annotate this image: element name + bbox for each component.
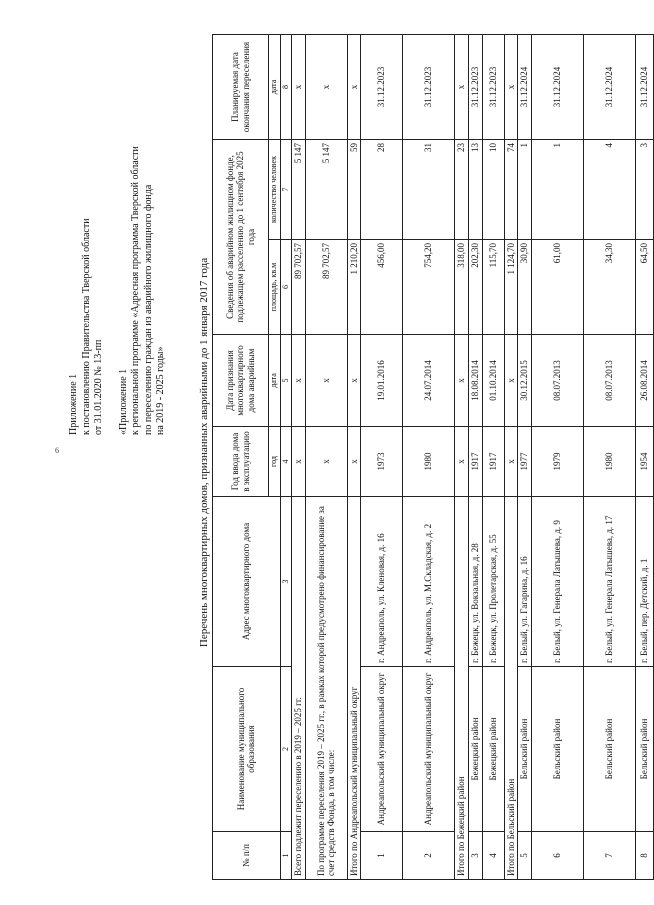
row-date: 24.07.2014 [403, 335, 455, 427]
header-line: Приложение 1 [68, 373, 79, 435]
group-people: 74 [504, 139, 518, 239]
subheader-date: дата [269, 335, 281, 427]
table-row [518, 34, 532, 879]
index-row [280, 34, 292, 879]
page-number: 6 [55, 446, 59, 455]
total-row [292, 34, 306, 879]
row-date: 19.01.2016 [361, 335, 403, 427]
row-municipality: Бежецкий район [468, 667, 482, 832]
row-num: 5 [518, 832, 532, 880]
total-year: x [292, 427, 306, 497]
header-line: по переселению граждан из аварийного жилищного фонда [142, 184, 154, 435]
index-cell: 6 [280, 240, 292, 335]
header-date-emergency: Дата признания многоквартирного дома аварийным [213, 335, 269, 427]
group-total-row [504, 34, 518, 879]
row-year: 1917 [482, 427, 504, 497]
row-year: 1980 [584, 427, 636, 497]
table-row [361, 34, 403, 879]
group-total-row [455, 34, 469, 879]
row-year: 1979 [532, 427, 584, 497]
group-area: 318,00 [455, 240, 469, 335]
row-num: 8 [636, 832, 654, 880]
row-year: 1954 [636, 427, 654, 497]
index-cell: 2 [280, 667, 292, 832]
total-date: x [292, 335, 306, 427]
row-year: 1917 [468, 427, 482, 497]
group-year: x [504, 427, 518, 497]
group-year: x [347, 427, 361, 497]
row-num: 4 [482, 832, 504, 880]
row-address: г. Андреаполь, ул. М.Складская, д. 2 [403, 497, 455, 667]
row-end: 31.12.2024 [518, 34, 532, 139]
row-address: г. Бежецк, ул. Пролетарская, д. 55 [482, 497, 504, 667]
program-date: x [305, 335, 347, 427]
header-line: от 31.01.2020 № 13-пп [93, 339, 104, 435]
row-municipality: Бельский район [518, 667, 532, 832]
row-people: 10 [482, 139, 504, 239]
row-area: 30,90 [518, 240, 532, 335]
program-year: x [305, 427, 347, 497]
row-end: 31.12.2023 [482, 34, 504, 139]
subheader-date: дата [269, 34, 281, 139]
total-end: x [292, 34, 306, 139]
index-cell: 8 [280, 34, 292, 139]
row-area: 754,20 [403, 240, 455, 335]
group-title: Итого по Бельский район [504, 497, 518, 880]
row-address: г. Белый, ул. Гагарина, д. 16 [518, 497, 532, 667]
program-people: 5 147 [305, 139, 347, 239]
row-people: 1 [532, 139, 584, 239]
row-area: 34,30 [584, 240, 636, 335]
row-address: г. Белый, ул. Генерала Латышева, д. 17 [584, 497, 636, 667]
table-row [403, 34, 455, 879]
index-cell: 7 [280, 139, 292, 239]
index-cell: 5 [280, 335, 292, 427]
group-end: x [347, 34, 361, 139]
row-date: 18.08.2014 [468, 335, 482, 427]
total-area: 89 702,57 [292, 240, 306, 335]
row-address: г. Белый, пер. Детский, д. 1 [636, 497, 654, 667]
group-people: 59 [347, 139, 361, 239]
total-people: 5 147 [292, 139, 306, 239]
row-year: 1973 [361, 427, 403, 497]
total-label: Всего подлежит переселению в 2019 – 2025 гг. [292, 497, 306, 880]
row-people: 3 [636, 139, 654, 239]
header-line: на 2019 - 2025 годы» [155, 346, 166, 435]
program-area: 89 702,57 [305, 240, 347, 335]
program-label: По программе переселения 2019 – 2025 гг., в рамках которой предусмотрено финансирование за счет средств Фонда, в том числе: [305, 497, 347, 880]
group-date: x [347, 335, 361, 427]
row-area: 456,00 [361, 240, 403, 335]
index-cell: 4 [280, 427, 292, 497]
index-cell: 1 [280, 832, 292, 880]
row-municipality: Андреапольский муниципальный округ [403, 667, 455, 832]
document-title: Перечень многоквартирных домов, признанных аварийными до 1 января 2017 года [198, 257, 210, 648]
row-num: 2 [403, 832, 455, 880]
row-date: 26.08.2014 [636, 335, 654, 427]
table-row [584, 34, 636, 879]
header-year-built: Год ввода дома в эксплуатацию [213, 427, 269, 497]
row-end: 31.12.2024 [636, 34, 654, 139]
header-num: № п/п [213, 832, 281, 880]
houses-table [212, 34, 654, 880]
group-end: x [455, 34, 469, 139]
appendix-header [68, 15, 168, 435]
row-area: 61,00 [532, 240, 584, 335]
header-line: к постановлению Правительства Тверской области [80, 218, 92, 435]
group-year: x [455, 427, 469, 497]
row-people: 13 [468, 139, 482, 239]
group-area: 1 210,20 [347, 240, 361, 335]
row-address: г. Андреаполь, ул. Кленовая, д. 16 [361, 497, 403, 667]
subheader-year: год [269, 427, 281, 497]
row-people: 31 [403, 139, 455, 239]
row-municipality: Бельский район [532, 667, 584, 832]
row-people: 4 [584, 139, 636, 239]
row-num: 6 [532, 832, 584, 880]
group-date: x [504, 335, 518, 427]
row-people: 1 [518, 139, 532, 239]
table-row [636, 34, 654, 879]
row-year: 1977 [518, 427, 532, 497]
row-end: 31.12.2024 [532, 34, 584, 139]
row-area: 115,70 [482, 240, 504, 335]
table-row [532, 34, 584, 879]
row-municipality: Бельский район [584, 667, 636, 832]
row-date: 01.10.2014 [482, 335, 504, 427]
group-title: Итого по Бежецкий район [455, 497, 469, 880]
group-date: x [455, 335, 469, 427]
table-row [482, 34, 504, 879]
index-cell: 3 [280, 497, 292, 667]
row-end: 31.12.2024 [584, 34, 636, 139]
row-year: 1980 [403, 427, 455, 497]
group-title: Итого по Андреапольский муниципальный округ [347, 497, 361, 880]
program-row [305, 34, 347, 879]
header-line: к региональной программе «Адресная программа Тверской области [130, 146, 141, 435]
program-end: x [305, 34, 347, 139]
subheader-area: площадь, кв.м [269, 240, 281, 335]
table-body [280, 34, 654, 879]
group-area: 1 124,70 [504, 240, 518, 335]
row-area: 202,30 [468, 240, 482, 335]
row-area: 64,50 [636, 240, 654, 335]
row-date: 08.07.2013 [584, 335, 636, 427]
header-planned-end: Планируемая дата окончания переселения [213, 34, 269, 139]
row-num: 1 [361, 832, 403, 880]
group-total-row [347, 34, 361, 879]
row-address: г. Бежецк, ул. Вокзальная, д. 28 [468, 497, 482, 667]
row-end: 31.12.2023 [468, 34, 482, 139]
row-municipality: Андреапольский муниципальный округ [361, 667, 403, 832]
group-end: x [504, 34, 518, 139]
row-num: 3 [468, 832, 482, 880]
row-people: 28 [361, 139, 403, 239]
row-address: г. Белый, ул. Генерала Латышева, д. 9 [532, 497, 584, 667]
row-date: 30.12.2015 [518, 335, 532, 427]
header-address: Адрес многоквартирного дома [213, 497, 281, 667]
subheader-people: количество человек [269, 139, 281, 239]
table-row [468, 34, 482, 879]
group-people: 23 [455, 139, 469, 239]
row-num: 7 [584, 832, 636, 880]
row-municipality: Бельский район [636, 667, 654, 832]
header-info: Сведения об аварийном жилищном фонде, подлежащем расселению до 1 сентября 2025 года [213, 139, 269, 334]
header-municipality: Наименование муниципального образования [213, 667, 281, 832]
row-end: 31.12.2023 [361, 34, 403, 139]
row-end: 31.12.2023 [403, 34, 455, 139]
header-line: «Приложение 1 [117, 368, 129, 435]
row-date: 08.07.2013 [532, 335, 584, 427]
row-municipality: Бежецкий район [482, 667, 504, 832]
